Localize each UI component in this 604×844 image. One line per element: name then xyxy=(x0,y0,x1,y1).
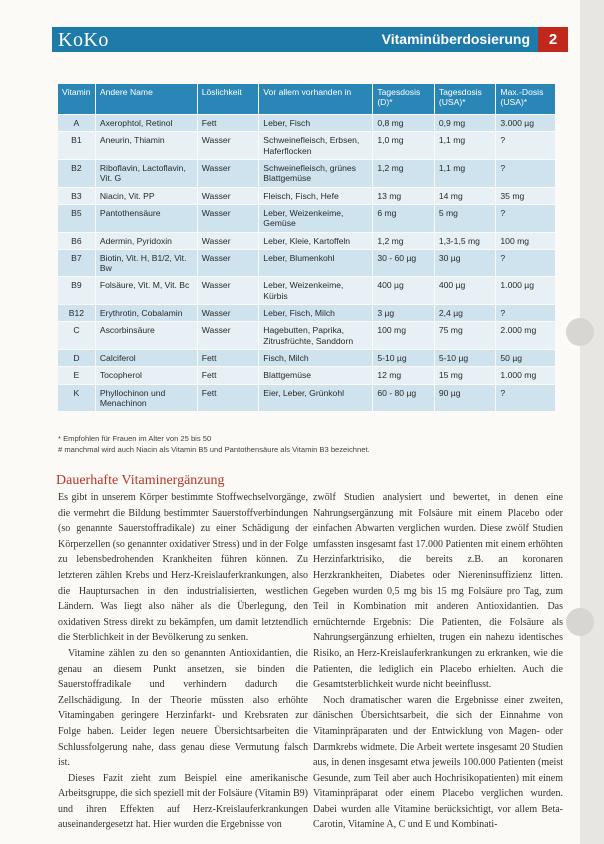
table-cell: Wasser xyxy=(197,277,259,305)
table-cell: Leber, Fisch, Milch xyxy=(259,305,373,322)
table-cell: Fisch, Milch xyxy=(259,350,373,367)
table-cell: 12 mg xyxy=(373,367,435,384)
table-cell: Wasser xyxy=(197,187,259,204)
table-cell: 1,0 mg xyxy=(373,132,435,160)
table-cell: K xyxy=(58,384,95,411)
table-cell: 1,1 mg xyxy=(434,159,496,187)
table-cell: E xyxy=(58,367,95,384)
column-header: Max.-Dosis (USA)* xyxy=(496,84,556,115)
table-cell: 13 mg xyxy=(373,187,435,204)
table-cell: ? xyxy=(496,159,556,187)
table-cell: 0,9 mg xyxy=(434,115,496,132)
table-cell: Blattgemüse xyxy=(259,367,373,384)
table-cell: Calciferol xyxy=(95,350,197,367)
table-row xyxy=(58,232,556,249)
column-header: Löslichkeit xyxy=(197,84,259,115)
page-number: 2 xyxy=(538,27,568,52)
table-cell: 5-10 µg xyxy=(373,350,435,367)
table-cell: Wasser xyxy=(197,305,259,322)
table-cell: Wasser xyxy=(197,159,259,187)
table-cell: 6 mg xyxy=(373,204,435,232)
column-header: Vor allem vorhanden in xyxy=(259,84,373,115)
article-left-column xyxy=(58,490,308,833)
table-row xyxy=(58,115,556,132)
table-cell: ? xyxy=(496,305,556,322)
table-cell: Erythrotin, Cobalamin xyxy=(95,305,197,322)
table-cell: 1,1 mg xyxy=(434,132,496,160)
table-cell: Leber, Weizenkeime, Gemüse xyxy=(259,204,373,232)
article-paragraph: Noch dramatischer waren die Ergebnisse einer zweiten, dänischen Übersichtsarbeit, die sich der Einnahme von Vitaminpräparaten und der Entwicklung von Magen- oder Darmkrebs widmete. Die Arbeit wertete insgesamt 20 Studien aus, in denen insgesamt etwa jeweils 100.000 Patienten (meist Gesunde, zum Teil aber auch Hochrisikopatienten) mit einem Vitaminpräparat oder einem Placebo verglichen wurden. Dabei wurden alle Vitamine berücksichtigt, vor allem Beta-Carotin, Vitamine A, C und E und Kombinati- xyxy=(313,694,563,831)
footnote: * Empfohlen für Frauen im Alter von 25 bis 50 xyxy=(58,434,212,443)
table-cell: 1,3-1,5 mg xyxy=(434,232,496,249)
table-cell: B7 xyxy=(58,249,95,277)
table-cell: B6 xyxy=(58,232,95,249)
table-row xyxy=(58,204,556,232)
table-row xyxy=(58,277,556,305)
table-cell: 60 - 80 µg xyxy=(373,384,435,411)
punch-hole xyxy=(566,608,594,636)
table-cell: Axerophtol, Retinol xyxy=(95,115,197,132)
table-cell: 30 µg xyxy=(434,249,496,277)
table-cell: 2.000 mg xyxy=(496,322,556,350)
table-row xyxy=(58,305,556,322)
punch-hole xyxy=(566,318,594,346)
column-header: Vitamin xyxy=(58,84,95,115)
table-row xyxy=(58,132,556,160)
article-paragraph: Es gibt in unserem Körper bestimmte Stoffwechselvorgänge, die vermehrt die Bildung bestimmter Sauerstoffverbindungen (so genannte Sauerstoffradikale) zu einer Schädigung der Körperzellen (so genannter oxidativer Stress) und in der Folge zu lebensbedrohenden Krankheiten führen können. Zu letzteren zählen Krebs und Herz-Kreislauferkrankungen, also die Hauptursachen in den industrialisierten, westlichen Ländern. Was liegt also näher als die Überlegung, den oxidativen Stress direkt zu bekämpfen, um damit letztendlich die Sterblichkeit in der Bevölkerung zu senken. xyxy=(58,492,308,644)
table-cell: ? xyxy=(496,132,556,160)
table-cell: Niacin, Vit. PP xyxy=(95,187,197,204)
table-cell: Schweinefleisch, Erbsen, Haferflocken xyxy=(259,132,373,160)
table-cell: 400 µg xyxy=(434,277,496,305)
table-cell: 1.000 mg xyxy=(496,367,556,384)
article-heading: Dauerhafte Vitaminergänzung xyxy=(56,473,225,488)
table-cell: 50 µg xyxy=(496,350,556,367)
article-paragraph: zwölf Studien analysiert und bewertet, in denen eine Nahrungsergänzung mit Folsäure mit einem Placebo oder einfachen Abwarten verglichen wurden. Diese zwölf Studien umfassten insgesamt fast 17.000 Patienten mit einem erhöhten Herzinfarktrisiko, die bereits z.B. an koronaren Herzkrankheiten, Diabetes oder Niereninsuffizienz litten. Gegeben wurden 0,5 mg bis 15 mg Folsäure pro Tag, zum Teil in Kombination mit anderen Antioxidantien. Das ernüchternde Ergebnis: Die Patienten, die Folsäure als Nahrungsergänzung erhielten, trugen ein nahezu identisches Risiko, an Herz-Kreislauferkrankungen zu erkranken, wie die Patienten, die lediglich ein Placebo erhielten. Auch die Gesamtsterblichkeit wurde nicht beeinflusst. xyxy=(313,492,563,691)
table-cell: Folsäure, Vit. M, Vit. Bc xyxy=(95,277,197,305)
table-cell: 14 mg xyxy=(434,187,496,204)
table-cell: B5 xyxy=(58,204,95,232)
table-cell: B9 xyxy=(58,277,95,305)
table-cell: B1 xyxy=(58,132,95,160)
table-cell: 5 mg xyxy=(434,204,496,232)
table-cell: B3 xyxy=(58,187,95,204)
table-cell: D xyxy=(58,350,95,367)
table-cell: Biotin, Vit. H, B1/2, Vit. Bw xyxy=(95,249,197,277)
table-row xyxy=(58,187,556,204)
column-header: Tagesdosis (D)* xyxy=(373,84,435,115)
table-cell: A xyxy=(58,115,95,132)
table-row xyxy=(58,384,556,411)
table-cell: Tocopherol xyxy=(95,367,197,384)
table-cell: 1.000 µg xyxy=(496,277,556,305)
table-cell: 15 mg xyxy=(434,367,496,384)
table-cell: Riboflavin, Lactoflavin, Vit. G xyxy=(95,159,197,187)
table-row xyxy=(58,367,556,384)
table-cell: ? xyxy=(496,249,556,277)
table-row xyxy=(58,350,556,367)
table-cell: 75 mg xyxy=(434,322,496,350)
table-cell: Wasser xyxy=(197,249,259,277)
table-cell: Leber, Blumenkohl xyxy=(259,249,373,277)
table-cell: B12 xyxy=(58,305,95,322)
table-cell: Wasser xyxy=(197,132,259,160)
table-cell: B2 xyxy=(58,159,95,187)
footnote: # manchmal wird auch Niacin als Vitamin B5 und Pantothensäure als Vitamin B3 bezeichnet. xyxy=(58,445,370,454)
table-cell: ? xyxy=(496,204,556,232)
table-cell: Leber, Fisch xyxy=(259,115,373,132)
table-cell: 0,8 mg xyxy=(373,115,435,132)
table-cell: 1,2 mg xyxy=(373,232,435,249)
table-cell: Wasser xyxy=(197,204,259,232)
table-cell: 35 mg xyxy=(496,187,556,204)
table-cell: Leber, Kleie, Kartoffeln xyxy=(259,232,373,249)
table-cell: 30 - 60 µg xyxy=(373,249,435,277)
table-cell: C xyxy=(58,322,95,350)
article-paragraph: Dieses Fazit zieht zum Beispiel eine amerikanische Arbeitsgruppe, die sich speziell mit der Folsäure (Vitamin B9) und ihren Effekten auf Herz-Kreislauferkrankungen auseinandergesetzt hat. Hier wurden die Ergebnisse von xyxy=(58,772,308,831)
page-edge xyxy=(580,0,604,844)
table-cell: Fett xyxy=(197,384,259,411)
table-cell: Aneurin, Thiamin xyxy=(95,132,197,160)
section-title: Vitaminüberdosierung xyxy=(381,31,530,47)
table-cell: Fett xyxy=(197,367,259,384)
column-header: Andere Name xyxy=(95,84,197,115)
table-cell: Fleisch, Fisch, Hefe xyxy=(259,187,373,204)
table-cell: 2,4 µg xyxy=(434,305,496,322)
article-paragraph: Vitamine zählen zu den so genannten Antioxidantien, die genau an diesem Punkt ansetzen, sie binden die Sauerstoffradikale und verhindern dadurch die Zellschädigung. In der Theorie müssten also erhöhte Vitamingaben geringere Herzinfarkt- und Krebsraten zur Folge haben. Leider legen neuere Übersichtsarbeiten die Schlussfolgerung nahe, dass genau diese Vermutung falsch ist. xyxy=(58,647,308,769)
table-body xyxy=(58,115,556,412)
table-cell: Adermin, Pyridoxin xyxy=(95,232,197,249)
column-header: Tagesdosis (USA)* xyxy=(434,84,496,115)
table-row xyxy=(58,159,556,187)
vitamin-table xyxy=(58,84,556,411)
table-cell: 3 µg xyxy=(373,305,435,322)
table-cell: Wasser xyxy=(197,232,259,249)
table-cell: 100 mg xyxy=(496,232,556,249)
table-cell: Hagebutten, Paprika, Zitrusfrüchte, Sanddorn xyxy=(259,322,373,350)
table-cell: 400 µg xyxy=(373,277,435,305)
table-header-row xyxy=(58,84,556,115)
table-cell: Fett xyxy=(197,350,259,367)
table-cell: 1,2 mg xyxy=(373,159,435,187)
table-cell: 100 mg xyxy=(373,322,435,350)
table-cell: Leber, Weizenkeime, Kürbis xyxy=(259,277,373,305)
article-right-column xyxy=(313,490,563,833)
table-row xyxy=(58,249,556,277)
table-cell: ? xyxy=(496,384,556,411)
logo: KoKo xyxy=(58,29,109,51)
table-cell: Pantothensäure xyxy=(95,204,197,232)
table-cell: Ascorbinsäure xyxy=(95,322,197,350)
table-cell: Eier, Leber, Grünkohl xyxy=(259,384,373,411)
table-cell: Phyllochinon und Menachinon xyxy=(95,384,197,411)
table-cell: 3.000 µg xyxy=(496,115,556,132)
table-cell: Schweinefleisch, grünes Blattgemüse xyxy=(259,159,373,187)
table-cell: 5-10 µg xyxy=(434,350,496,367)
table-cell: 90 µg xyxy=(434,384,496,411)
table-cell: Wasser xyxy=(197,322,259,350)
table-row xyxy=(58,322,556,350)
page-header xyxy=(52,27,568,52)
table-cell: Fett xyxy=(197,115,259,132)
